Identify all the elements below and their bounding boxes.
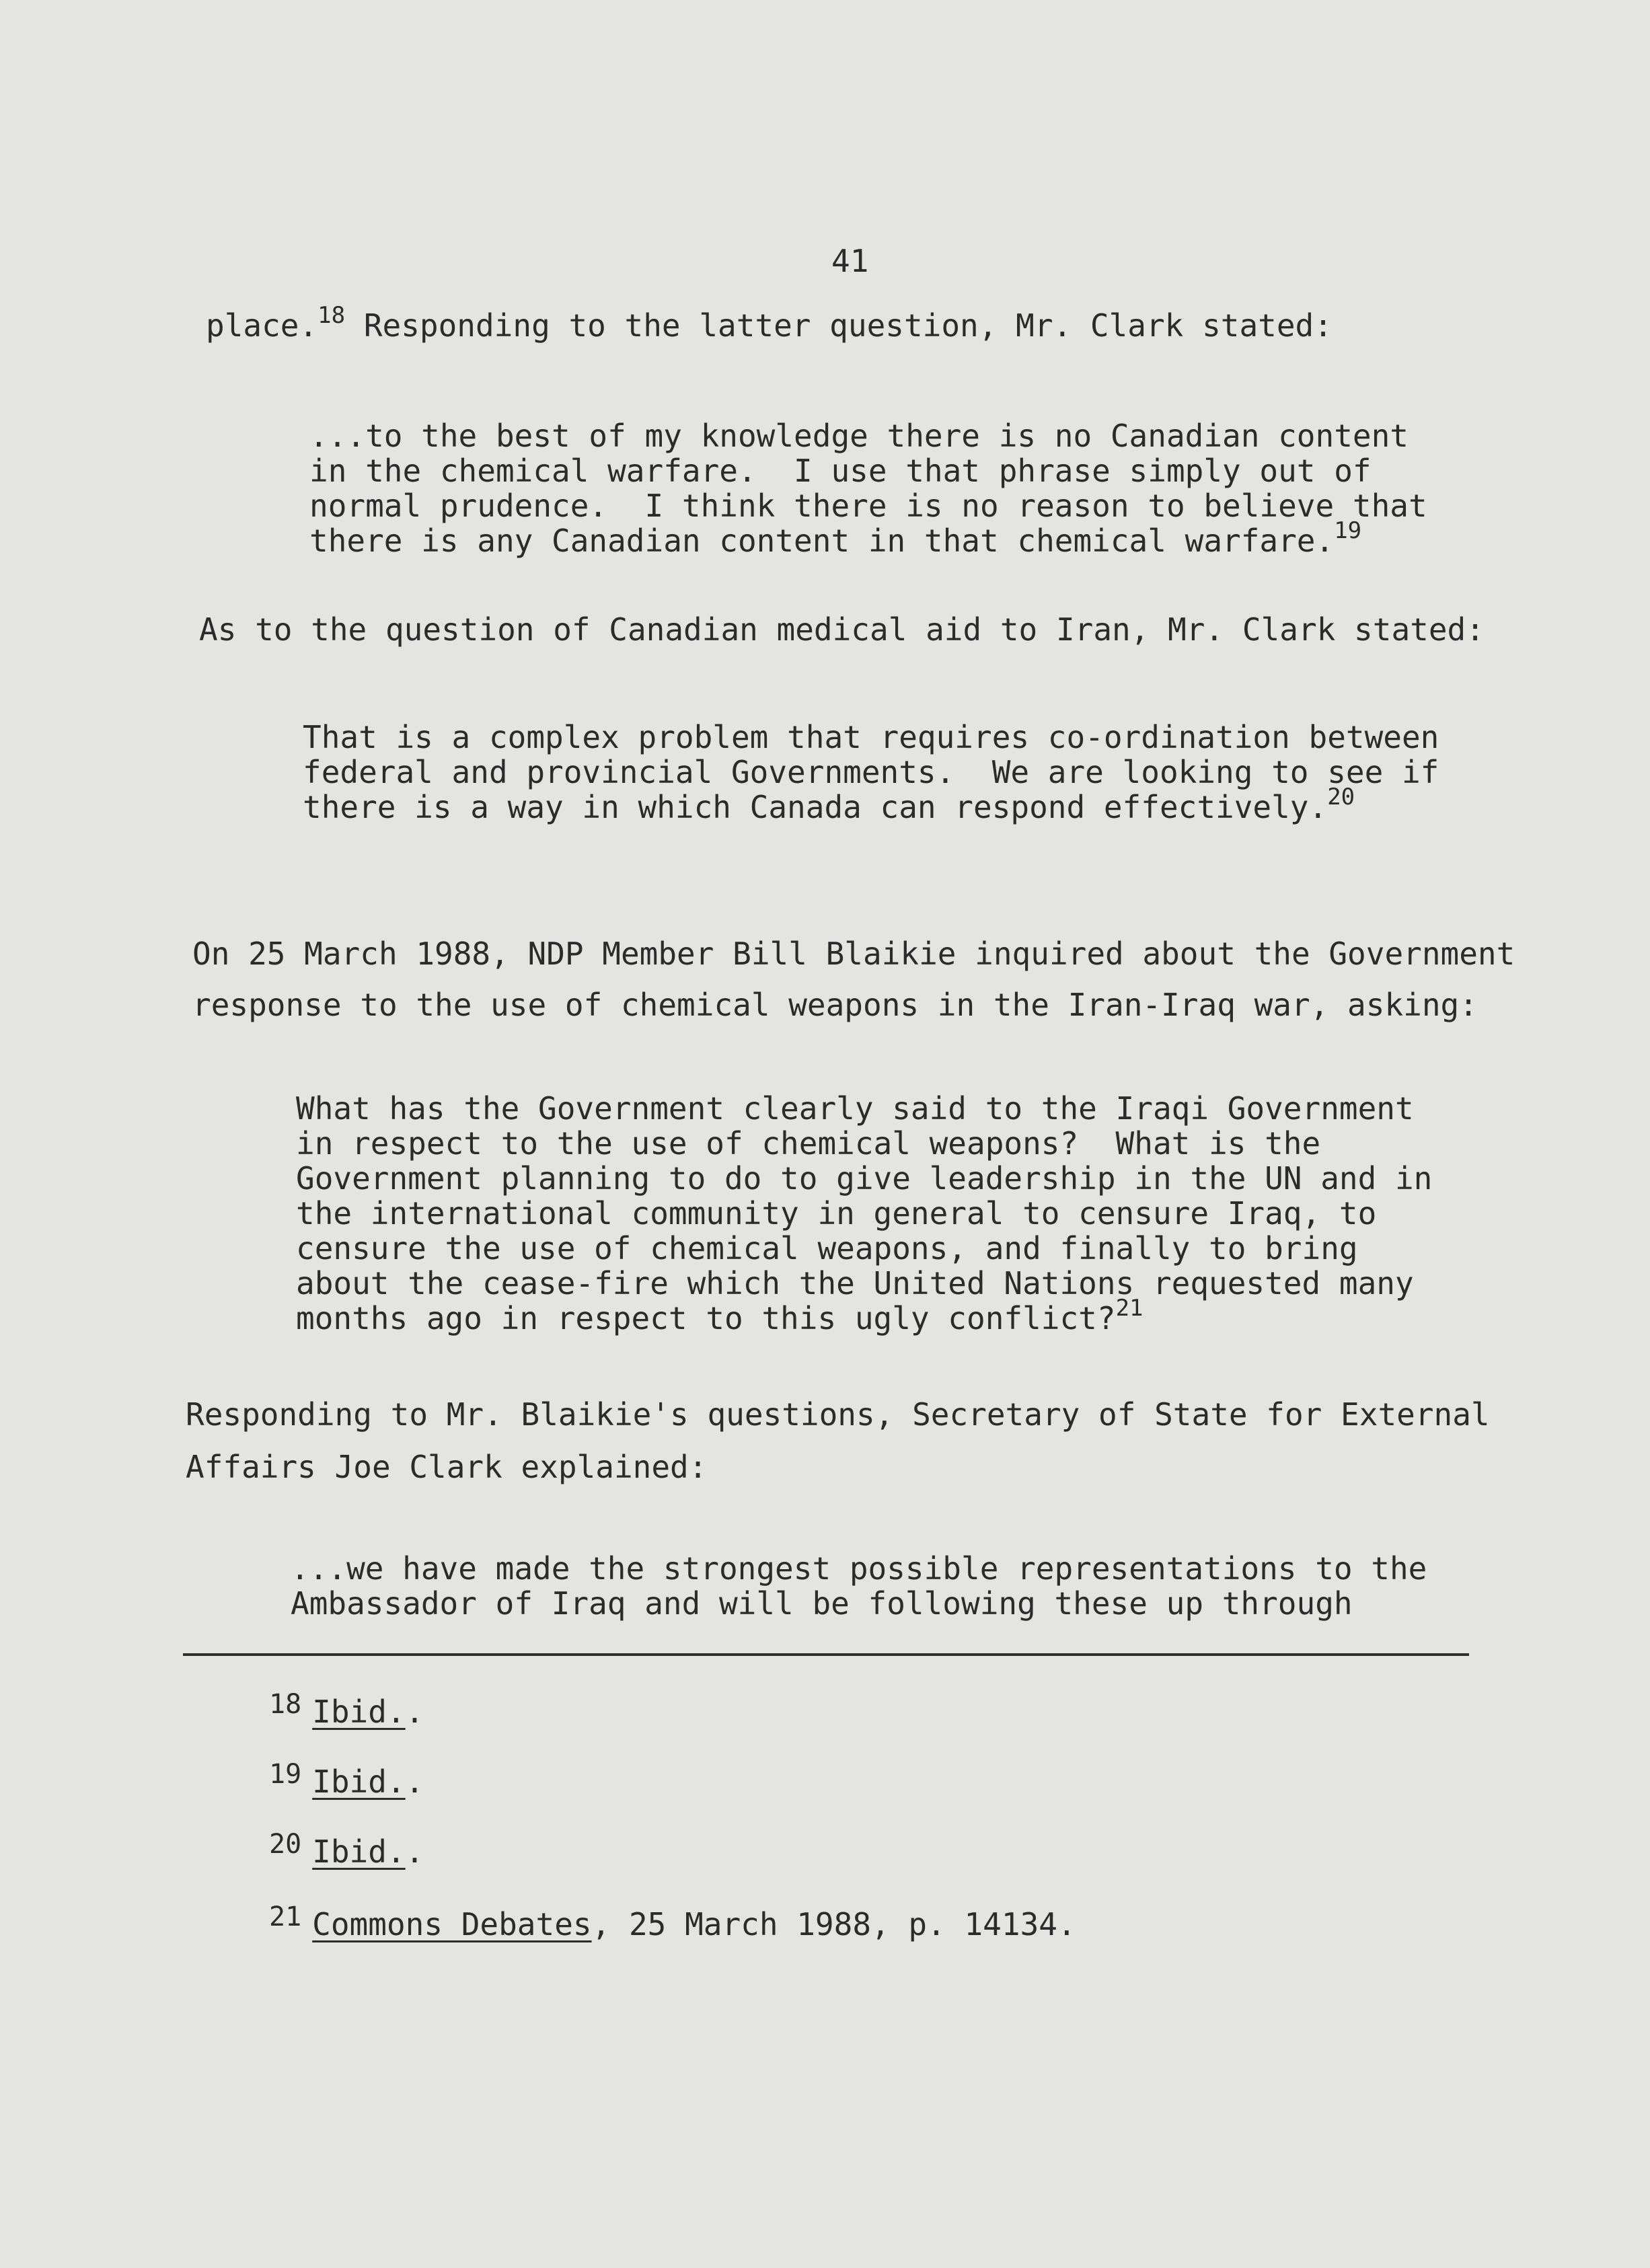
- block-quote-4: [291, 1551, 1427, 1621]
- footnote-ref-19: 19: [1334, 517, 1362, 544]
- quote-line: months ago in respect to this ugly conflict?$^{21}$: [296, 1295, 1143, 1336]
- footnote-ref-18: 18: [317, 302, 346, 329]
- footnote-ref-20: 20: [1327, 784, 1355, 810]
- quote-line: Government planning to do to give leadership in the UN and in: [296, 1160, 1433, 1197]
- quote-line: federal and provincial Governments. We are looking to see if: [303, 754, 1439, 790]
- quote-line: normal prudence. I think there is no reason to believe that: [309, 488, 1427, 524]
- block-quote-2: [303, 720, 1439, 825]
- footnote-ref-21: 21: [1115, 1295, 1143, 1322]
- footnote-20: 20 Ibid..: [269, 1829, 424, 1870]
- quote-line: in respect to the use of chemical weapons? What is the: [296, 1125, 1321, 1162]
- paragraph-1: place.$^{18}$ Responding to the latter question, Mr. Clark stated:: [206, 302, 1333, 344]
- quote-line: ...to the best of my knowledge there is no Canadian content: [309, 418, 1409, 454]
- quote-line: in the chemical warfare. I use that phrase simply out of: [309, 453, 1372, 489]
- quote-line: about the cease-fire which the United Nations requested many: [296, 1265, 1414, 1301]
- quote-line: What has the Government clearly said to the Iraqi Government: [296, 1090, 1414, 1127]
- footnote-21: 21 Commons Debates, 25 March 1988, p. 14134.: [269, 1901, 1076, 1942]
- paragraph-2: As to the question of Canadian medical aid to Iran, Mr. Clark stated:: [199, 611, 1485, 648]
- quote-line: there is a way in which Canada can respond effectively.$^{20}$: [303, 784, 1355, 825]
- quote-line: That is a complex problem that requires co-ordination between: [303, 719, 1439, 755]
- quote-line: there is any Canadian content in that chemical warfare.$^{19}$: [309, 517, 1362, 559]
- page-number: 41: [831, 243, 869, 279]
- paragraph-4: Responding to Mr. Blaikie's questions, Secretary of State for External Affairs Joe Clark explained:: [186, 1396, 1490, 1485]
- quote-line: Ambassador of Iraq and will be following these up through: [291, 1585, 1353, 1622]
- paragraph-3: On 25 March 1988, NDP Member Bill Blaikie inquired about the Government response to the use of chemical weapons in the Iran-Iraq war, asking:: [192, 936, 1515, 1023]
- quote-line: ...we have made the strongest possible representations to the: [291, 1550, 1427, 1587]
- footnote-19: 19 Ibid..: [269, 1759, 424, 1800]
- block-quote-1: [309, 418, 1427, 558]
- quote-line: the international community in general to censure Iraq, to: [296, 1195, 1377, 1232]
- block-quote-3: [296, 1091, 1432, 1336]
- footnote-divider: [183, 1653, 1469, 1656]
- footnote-18: 18 Ibid..: [269, 1689, 424, 1730]
- quote-line: censure the use of chemical weapons, and finally to bring: [296, 1230, 1358, 1267]
